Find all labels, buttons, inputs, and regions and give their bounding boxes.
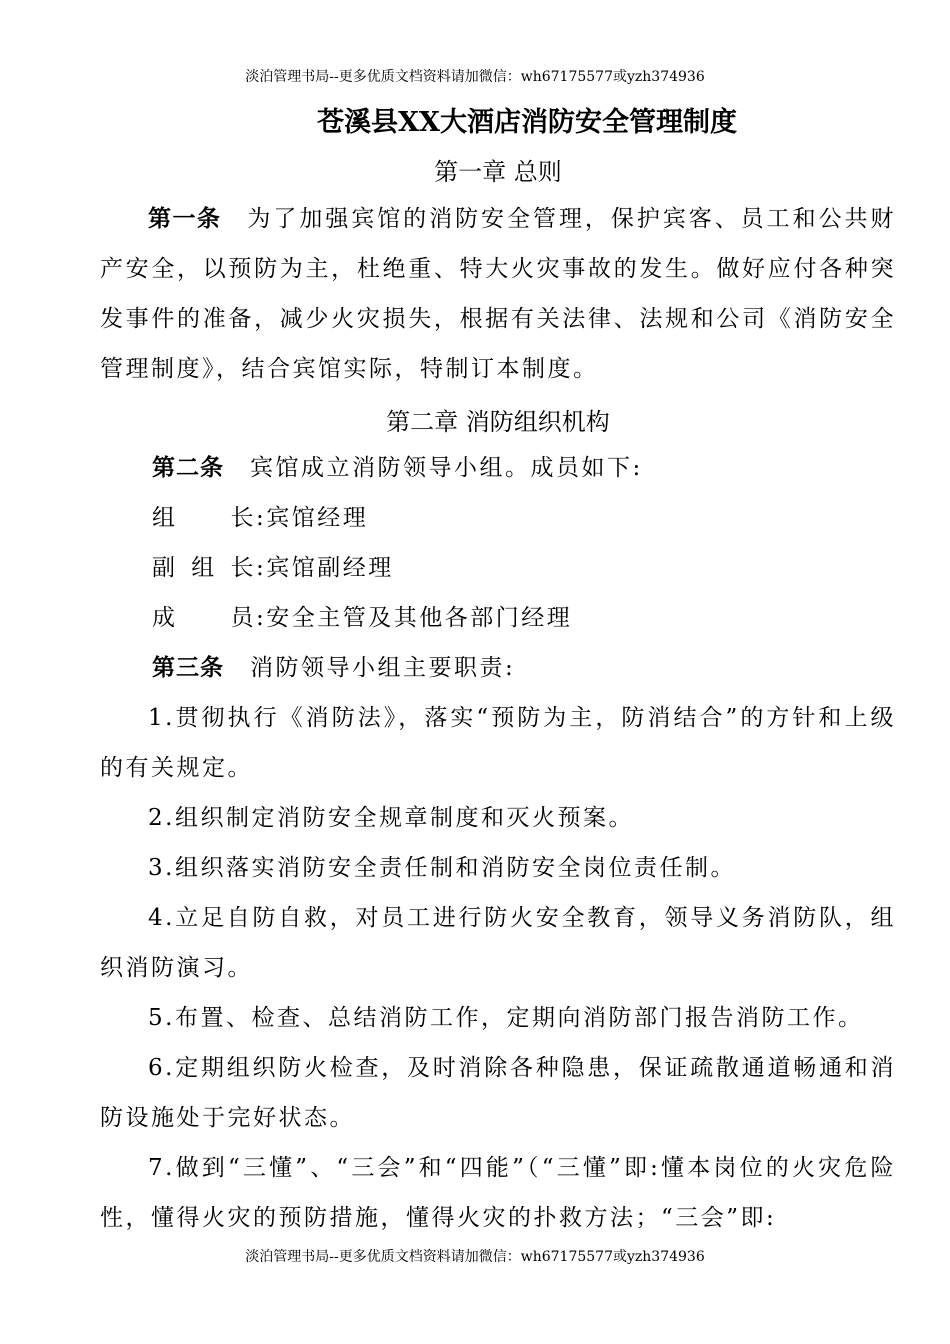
article-1-text: 为了加强宾馆的消防安全管理，保护宾客、员工和公共财产安全，以预防为主，杜绝重、特大火灾事故的发生。做好应付各种突发事件的准备，减少火灾损失，根据有关法律、法规和公司《消防安全管理制度》，结合宾馆实际，特制订本制度。 <box>100 206 897 382</box>
member-colon: : <box>256 605 267 631</box>
member-value: 宾馆经理 <box>266 505 369 531</box>
article-2 <box>152 443 643 493</box>
article-2-text: 宾馆成立消防领导小组。成员如下: <box>250 455 643 481</box>
duty-item: 6.定期组织防火检查，及时消除各种隐患，保证疏散通道畅通和消防设施处于完好状态。 <box>100 1055 896 1131</box>
member-role: 组长 <box>152 505 256 531</box>
duty-item: 7.做到“三懂”、“三会”和“四能”（“三懂”即:懂本岗位的火灾危险性，懂得火灾的预防措施，懂得火灾的扑救方法；“三会”即: <box>100 1155 896 1231</box>
duty-item: 5.布置、检查、总结消防工作，定期向消防部门报告消防工作。 <box>148 1005 864 1031</box>
member-role: 副组长 <box>152 555 256 581</box>
member-row <box>152 593 572 643</box>
chapter-heading-2: 第二章 消防组织机构 <box>386 408 610 436</box>
duty-item: 3.组织落实消防安全责任制和消防安全岗位责任制。 <box>148 855 736 881</box>
member-role: 成员 <box>152 605 256 631</box>
member-row <box>152 493 368 543</box>
member-value: 安全主管及其他各部门经理 <box>266 605 573 631</box>
article-3-label: 第三条 <box>152 655 224 681</box>
member-value: 宾馆副经理 <box>266 555 394 581</box>
article-3 <box>152 643 515 693</box>
page-header: 淡泊管理书局--更多优质文档资料请加微信：wh67175577或yzh374936 <box>245 69 705 85</box>
article-1-label: 第一条 <box>148 206 222 232</box>
duty-item: 2.组织制定消防安全规章制度和灭火预案。 <box>148 805 634 831</box>
page-footer: 淡泊管理书局--更多优质文档资料请加微信：wh67175577或yzh374936 <box>245 1249 705 1265</box>
chapter-heading-1: 第一章 总则 <box>434 158 562 186</box>
member-row <box>152 543 394 593</box>
member-colon: : <box>256 555 267 581</box>
article-3-text: 消防领导小组主要职责: <box>250 655 516 681</box>
member-colon: : <box>256 505 267 531</box>
article-2-label: 第二条 <box>152 455 224 481</box>
article-1 <box>100 194 896 394</box>
duty-item: 1.贯彻执行《消防法》，落实“预防为主，防消结合”的方针和上级的有关规定。 <box>100 705 896 781</box>
document-title: 苍溪县XX大酒店消防安全管理制度 <box>317 107 737 138</box>
duty-item: 4.立足自防自救，对员工进行防火安全教育，领导义务消防队，组织消防演习。 <box>100 905 896 981</box>
